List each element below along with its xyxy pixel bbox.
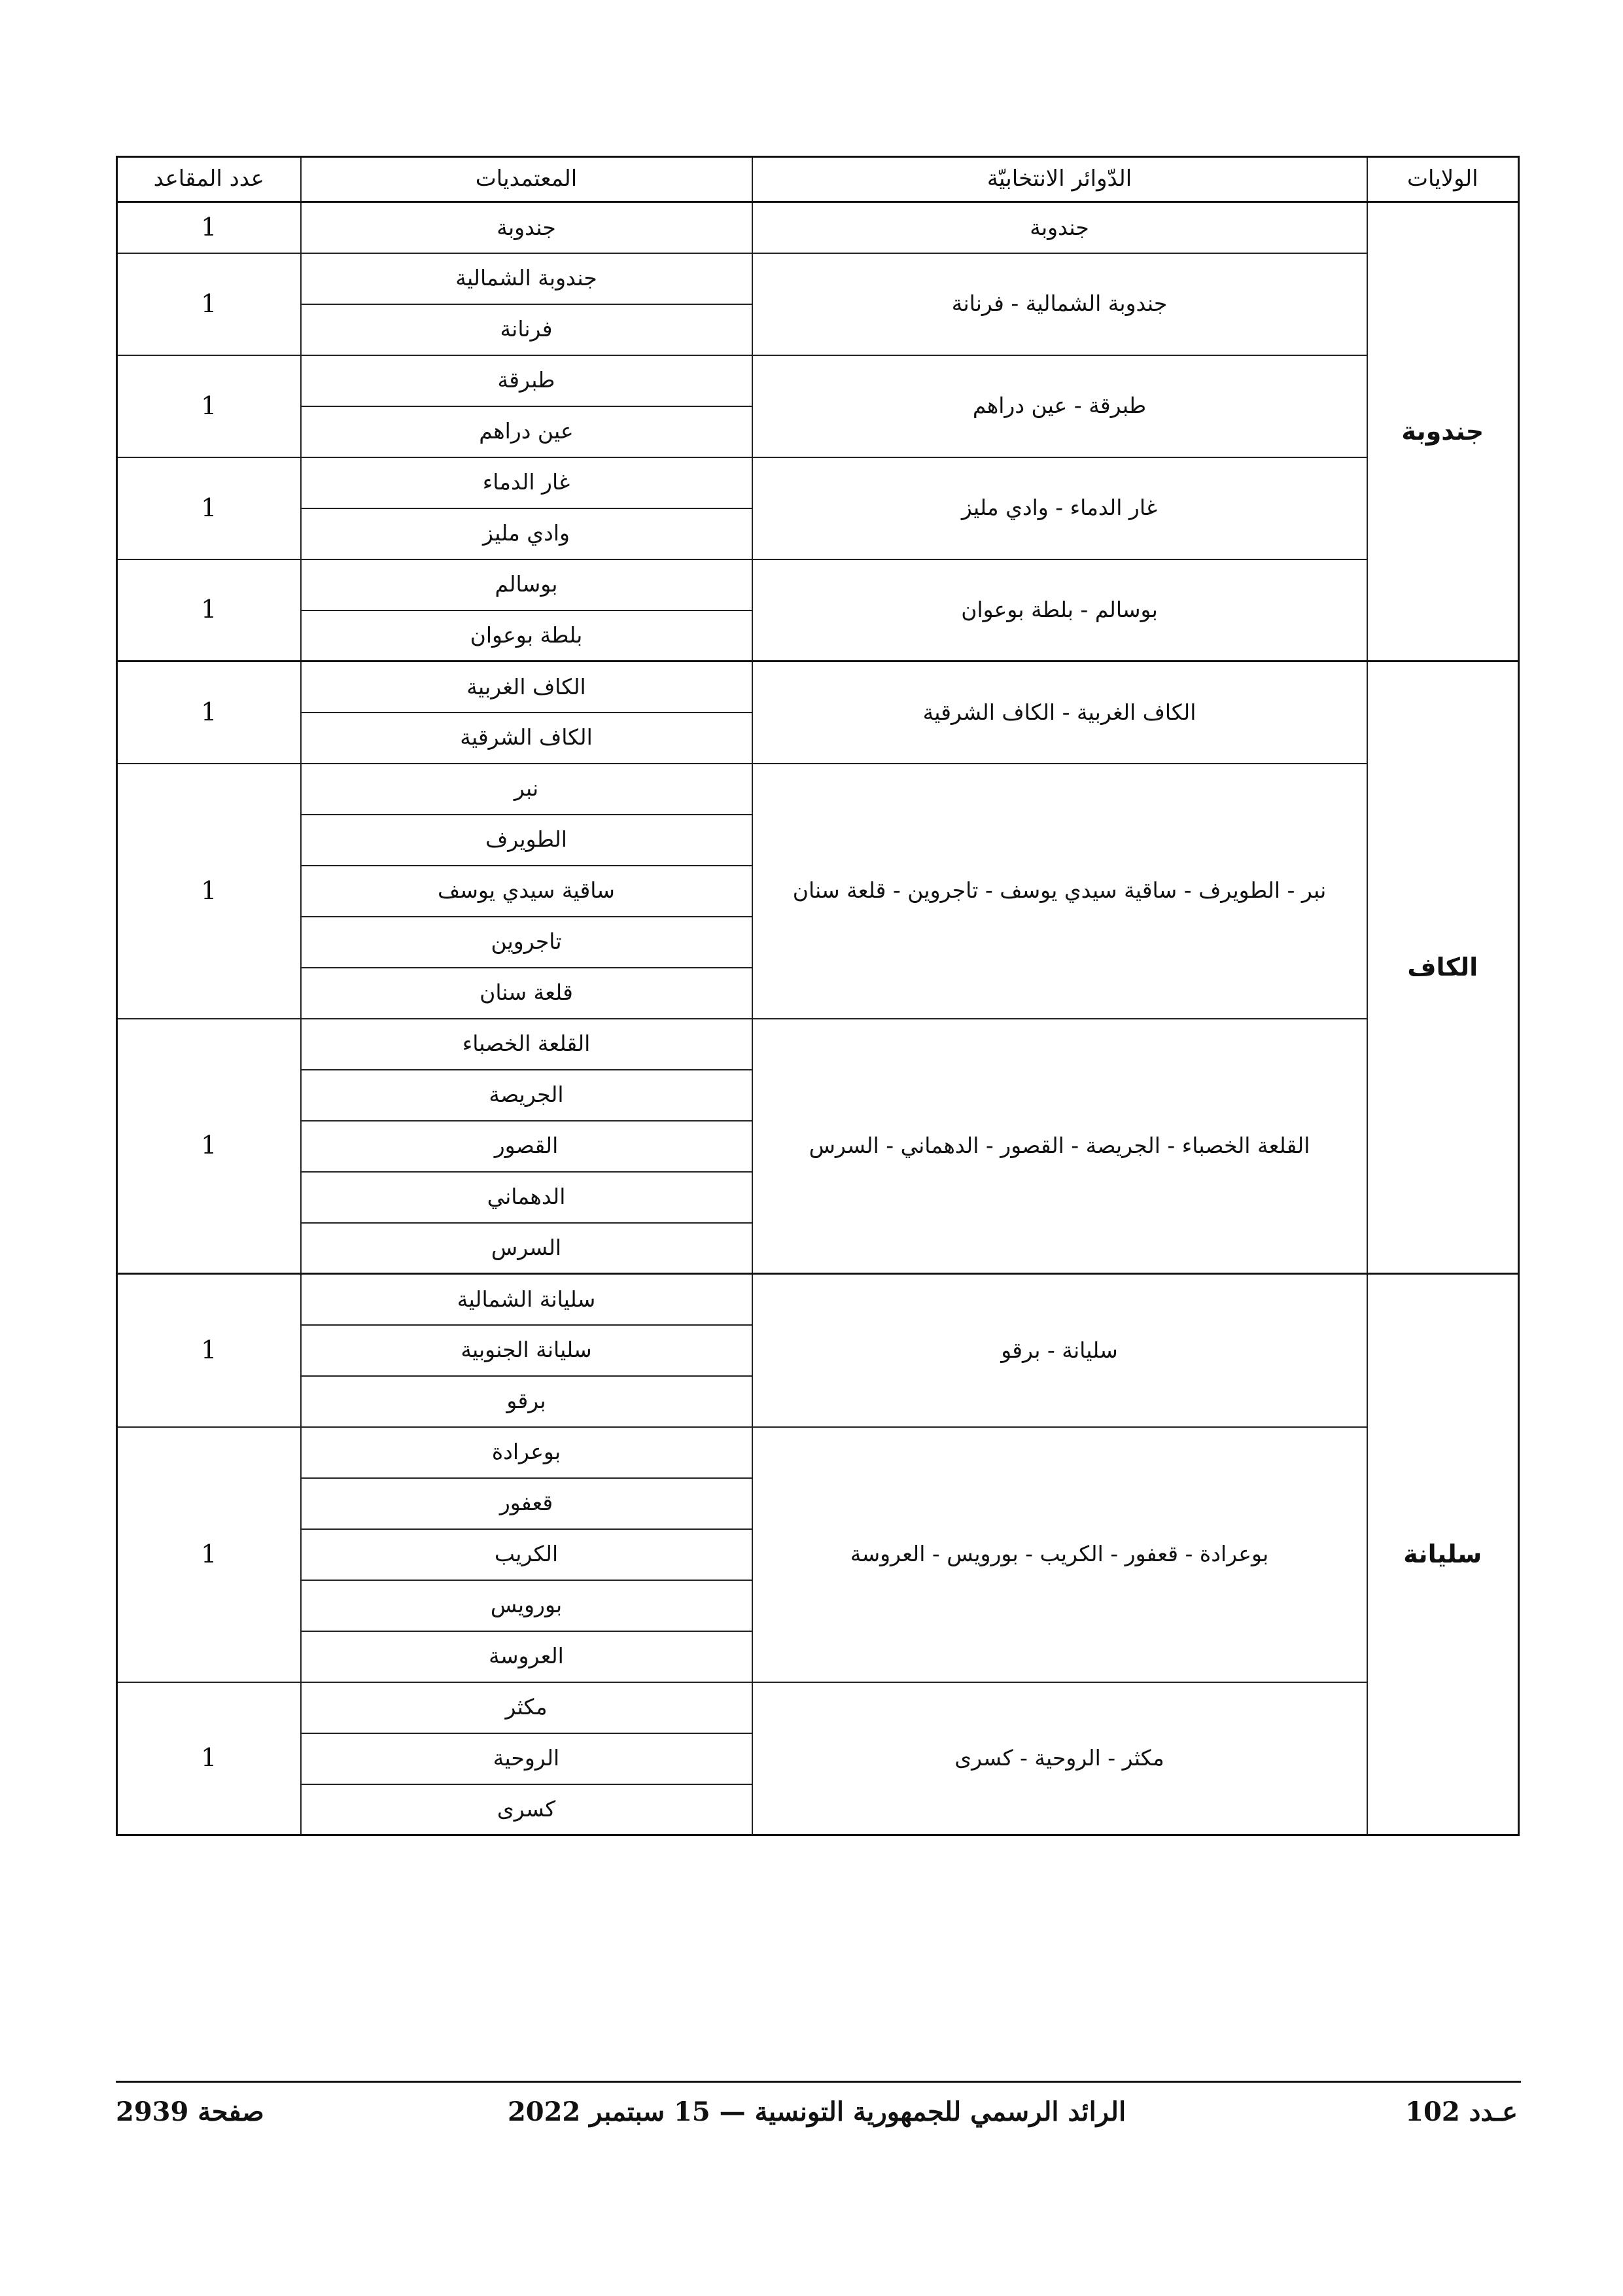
delegation-cell: الروحية (301, 1733, 752, 1784)
district-cell: مكثر - الروحية - كسرى (752, 1682, 1367, 1835)
district-cell: الكاف الغربية - الكاف الشرقية (752, 662, 1367, 764)
seats-cell: 1 (117, 662, 301, 764)
table-row (117, 559, 1519, 610)
seats-cell: 1 (117, 202, 301, 253)
delegation-cell: قلعة سنان (301, 968, 752, 1019)
table-row (117, 253, 1519, 304)
delegation-cell: ساقية سيدي يوسف (301, 866, 752, 917)
district-cell: سليانة - برقو (752, 1274, 1367, 1427)
delegation-cell: بوسالم (301, 559, 752, 610)
delegation-cell: الجريصة (301, 1070, 752, 1121)
delegation-cell: جندوبة (301, 202, 752, 253)
delegation-cell: السرس (301, 1223, 752, 1274)
district-cell: غار الدماء - وادي مليز (752, 457, 1367, 559)
delegation-cell: سليانة الجنوبية (301, 1325, 752, 1376)
delegation-cell: الكاف الغربية (301, 662, 752, 713)
delegation-cell: وادي مليز (301, 508, 752, 559)
table-row (117, 355, 1519, 406)
seats-cell: 1 (117, 457, 301, 559)
table-row (117, 457, 1519, 508)
district-cell: جندوبة (752, 202, 1367, 253)
delegation-cell: طبرقة (301, 355, 752, 406)
delegation-cell: بلطة بوعوان (301, 610, 752, 662)
delegation-cell: القلعة الخصباء (301, 1019, 752, 1070)
delegation-cell: مكثر (301, 1682, 752, 1733)
delegation-cell: الطويرف (301, 815, 752, 866)
delegation-cell: تاجروين (301, 917, 752, 968)
header-delegations: المعتمديات (301, 157, 752, 202)
delegation-cell: قعفور (301, 1478, 752, 1529)
table-row (117, 1427, 1519, 1478)
delegation-cell: فرنانة (301, 304, 752, 355)
wilaya-cell: الكاف (1367, 662, 1519, 1274)
header-districts: الدّوائر الانتخابيّة (752, 157, 1367, 202)
footer-issue-number: عـدد 102 (1405, 2096, 1518, 2127)
district-cell: بوسالم - بلطة بوعوان (752, 559, 1367, 662)
seats-cell: 1 (117, 1427, 301, 1682)
seats-cell: 1 (117, 1274, 301, 1427)
district-cell: القلعة الخصباء - الجريصة - القصور - الدهماني - السرس (752, 1019, 1367, 1274)
district-cell: جندوبة الشمالية - فرنانة (752, 253, 1367, 355)
seats-cell: 1 (117, 764, 301, 1019)
delegation-cell: سليانة الشمالية (301, 1274, 752, 1325)
table-row (117, 202, 1519, 253)
seats-cell: 1 (117, 253, 301, 355)
delegation-cell: بورويس (301, 1580, 752, 1631)
wilaya-cell: جندوبة (1367, 202, 1519, 662)
delegation-cell: جندوبة الشمالية (301, 253, 752, 304)
wilaya-cell: سليانة (1367, 1274, 1519, 1835)
table-row (117, 1682, 1519, 1733)
seats-cell: 1 (117, 355, 301, 457)
footer-publication-title: الرائد الرسمي للجمهورية التونسية — 15 سبتمبر 2022 (507, 2096, 1126, 2127)
district-cell: بوعرادة - قعفور - الكريب - بورويس - العروسة (752, 1427, 1367, 1682)
header-seats: عدد المقاعد (117, 157, 301, 202)
delegation-cell: العروسة (301, 1631, 752, 1682)
delegation-cell: الدهماني (301, 1172, 752, 1223)
delegation-cell: كسرى (301, 1784, 752, 1835)
delegation-cell: نبر (301, 764, 752, 815)
table-row (117, 764, 1519, 815)
delegation-cell: عين دراهم (301, 406, 752, 457)
table-row (117, 1019, 1519, 1070)
table-row (117, 1274, 1519, 1325)
table-header-row (117, 157, 1519, 202)
footer-divider (116, 2081, 1521, 2083)
district-cell: طبرقة - عين دراهم (752, 355, 1367, 457)
delegation-cell: القصور (301, 1121, 752, 1172)
footer-page-number: صفحة 2939 (116, 2096, 264, 2127)
seats-cell: 1 (117, 1019, 301, 1274)
delegation-cell: الكاف الشرقية (301, 713, 752, 764)
header-wilaya: الولايات (1367, 157, 1519, 202)
district-cell: نبر - الطويرف - ساقية سيدي يوسف - تاجروين - قلعة سنان (752, 764, 1367, 1019)
seats-cell: 1 (117, 1682, 301, 1835)
delegation-cell: بوعرادة (301, 1427, 752, 1478)
table-body (117, 202, 1519, 1835)
electoral-districts-table (116, 156, 1520, 1836)
delegation-cell: غار الدماء (301, 457, 752, 508)
delegation-cell: برقو (301, 1376, 752, 1427)
table-row (117, 662, 1519, 713)
delegation-cell: الكريب (301, 1529, 752, 1580)
page-footer (116, 2096, 1518, 2136)
seats-cell: 1 (117, 559, 301, 662)
